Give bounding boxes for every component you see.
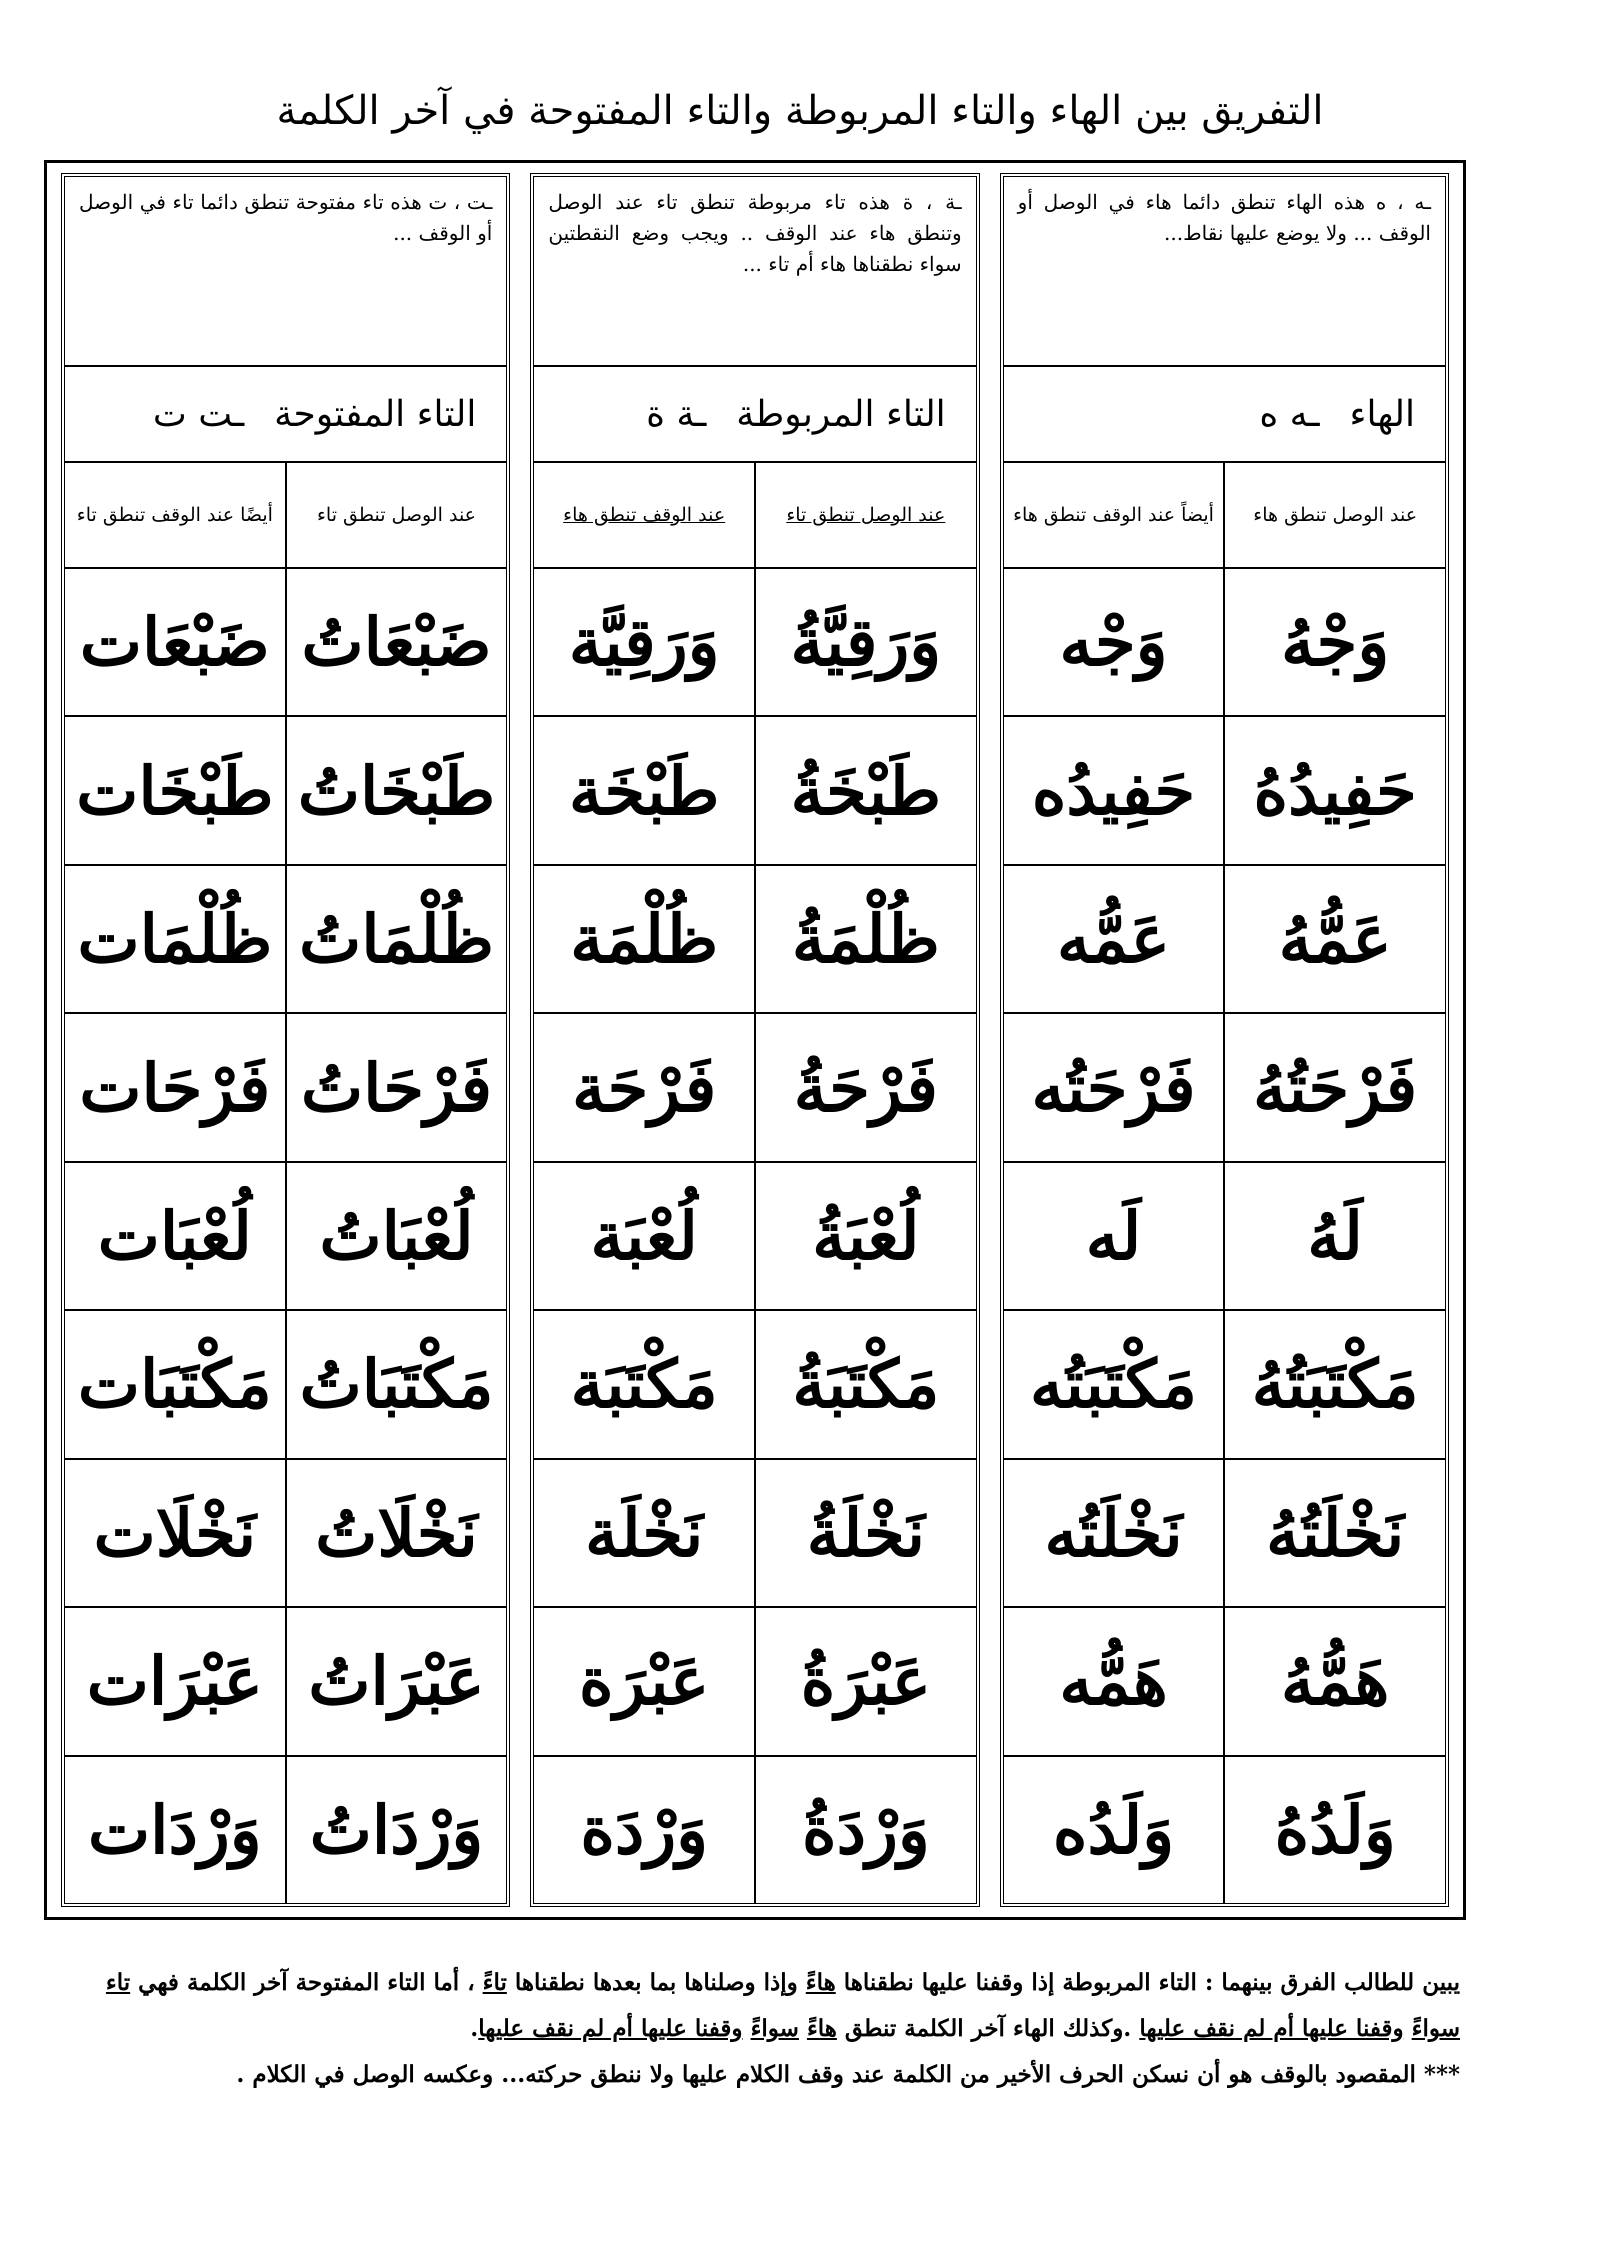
word-row — [1004, 1163, 1445, 1311]
word-row — [1004, 717, 1445, 865]
sub-header-wasl: عند الوصل تنطق تاء — [316, 503, 477, 526]
word-waqf: وَجْه — [1004, 569, 1226, 715]
word-waqf: فَرْحَتُه — [1004, 1014, 1226, 1160]
word-wasl: لُعْبَةُ — [812, 1196, 920, 1275]
word-waqf: نَخْلَات — [65, 1460, 287, 1606]
word-waqf: مَكْتَبَة — [534, 1311, 756, 1457]
word-wasl: عَمُّهُ — [1278, 900, 1392, 979]
word-waqf: فَرْحَة — [534, 1014, 756, 1160]
column-taa-marbuta — [530, 173, 979, 1907]
word-row — [65, 1014, 506, 1162]
letter-forms: ـت ت — [152, 393, 245, 435]
word-waqf: لُعْبَات — [65, 1163, 287, 1309]
word-wasl: نَخْلَاتُ — [315, 1493, 478, 1572]
word-wasl: هَمُّهُ — [1280, 1642, 1390, 1721]
word-wasl: فَرْحَاتُ — [301, 1048, 493, 1127]
column-description: ـه ، ه هذه الهاء تنطق دائما هاء في الوصل أو الوقف ... ولا يوضع عليها نقاط... — [1004, 177, 1445, 367]
word-row — [534, 1757, 975, 1903]
word-wasl: وَجْهُ — [1281, 603, 1390, 682]
word-row — [65, 1460, 506, 1608]
word-waqf: طَبْخَات — [65, 717, 287, 863]
sub-header — [534, 463, 975, 569]
word-row — [1004, 866, 1445, 1014]
word-row — [534, 1163, 975, 1311]
word-wasl: وَرْدَةُ — [801, 1790, 930, 1869]
letter-forms: ـه ه — [1259, 393, 1320, 435]
word-waqf: مَكْتَبَتُه — [1004, 1311, 1226, 1457]
note-paragraph: يبين للطالب الفرق بينهما : التاء المربوطة إذا وقفنا عليها نطقناها هاءً وإذا وصلناها بما بعدها نطقناها تاءً ، أما التاء المفتوحة آخر الكلمة فهي تاء سواءً وقفنا عليها أم لم نقف عليها .وكذلك الهاء آخر الكلمة تنطق هاءً سواءً وقفنا عليها أم لم نقف عليها. — [105, 1969, 1460, 2042]
word-wasl: لُعْبَاتُ — [319, 1196, 474, 1275]
word-wasl: مَكْتَبَاتُ — [299, 1345, 494, 1424]
word-wasl: فَرْحَةُ — [793, 1048, 938, 1127]
word-row — [534, 1608, 975, 1756]
word-wasl: ظُلْمَاتُ — [299, 900, 494, 979]
word-wasl: وَرَقِيَّةُ — [790, 603, 942, 682]
word-row — [65, 1311, 506, 1459]
word-row — [534, 1311, 975, 1459]
word-row — [1004, 569, 1445, 717]
word-waqf: لُعْبَة — [534, 1163, 756, 1309]
page-title: التفريق بين الهاء والتاء المربوطة والتاء المفتوحة في آخر الكلمة — [276, 88, 1324, 134]
word-wasl: مَكْتَبَةُ — [792, 1345, 940, 1424]
word-row — [1004, 1460, 1445, 1608]
sub-header — [65, 463, 506, 569]
word-wasl: حَفِيدُهُ — [1253, 751, 1417, 830]
word-waqf: ضَبْعَات — [65, 569, 287, 715]
word-waqf: نَخْلَتُه — [1004, 1460, 1226, 1606]
column-description: ـت ، ت هذه تاء مفتوحة تنطق دائما تاء في الوصل أو الوقف ... — [65, 177, 506, 367]
column-haa — [1000, 173, 1449, 1907]
word-waqf: وَلَدُه — [1004, 1757, 1226, 1903]
word-waqf: لَه — [1004, 1163, 1226, 1309]
column-taa-maftuha — [61, 173, 510, 1907]
word-waqf: وَرْدَات — [65, 1757, 287, 1903]
word-row — [65, 569, 506, 717]
word-wasl: نَخْلَتُهُ — [1266, 1493, 1405, 1572]
word-waqf: هَمُّه — [1004, 1608, 1226, 1754]
column-title — [65, 367, 506, 463]
sub-header-waqf: أيضًا عند الوقف تنطق تاء — [65, 463, 287, 567]
word-waqf: فَرْحَات — [65, 1014, 287, 1160]
word-row — [534, 569, 975, 717]
word-row — [65, 1757, 506, 1903]
word-wasl: طَبْخَةُ — [790, 751, 942, 830]
word-row — [534, 1014, 975, 1162]
word-wasl: عَبْرَةُ — [800, 1642, 931, 1721]
column-title-text: التاء المربوطة — [736, 393, 946, 435]
word-wasl: عَبْرَاتُ — [308, 1642, 485, 1721]
sub-header-waqf: أيضاً عند الوقف تنطق هاء — [1004, 463, 1226, 567]
word-row — [534, 717, 975, 865]
word-row — [1004, 1608, 1445, 1756]
word-row — [534, 866, 975, 1014]
comparison-table — [44, 160, 1466, 1920]
word-row — [65, 1163, 506, 1311]
word-wasl: ظُلْمَةُ — [791, 900, 940, 979]
column-title — [534, 367, 975, 463]
sub-header-wasl: عند الوصل تنطق هاء — [1253, 503, 1418, 526]
word-waqf: مَكْتَبَات — [65, 1311, 287, 1457]
explanation-notes — [80, 1960, 1460, 2098]
word-waqf: وَرْدَة — [534, 1757, 756, 1903]
word-wasl: وَرْدَاتُ — [309, 1790, 484, 1869]
word-waqf: عَمُّه — [1004, 866, 1226, 1012]
word-wasl: لَهُ — [1307, 1196, 1363, 1275]
word-wasl: طَبْخَاتُ — [297, 751, 496, 830]
word-row — [1004, 1014, 1445, 1162]
word-row — [65, 866, 506, 1014]
letter-forms: ـة ة — [646, 393, 707, 435]
word-waqf: عَبْرَات — [65, 1608, 287, 1754]
word-wasl: مَكْتَبَتُهُ — [1251, 1345, 1419, 1424]
sub-header — [1004, 463, 1445, 569]
word-waqf: حَفِيدُه — [1004, 717, 1226, 863]
column-description: ـة ، ة هذه تاء مربوطة تنطق تاء عند الوصل وتنطق هاء عند الوقف .. ويجب وضع النقطتين سواء نطقناها هاء أم تاء ... — [534, 177, 975, 367]
word-row — [65, 1608, 506, 1756]
word-wasl: نَخْلَةُ — [806, 1493, 925, 1572]
word-waqf: طَبْخَة — [534, 717, 756, 863]
word-waqf: عَبْرَة — [534, 1608, 756, 1754]
word-row — [1004, 1757, 1445, 1903]
word-waqf: ظُلْمَات — [65, 866, 287, 1012]
word-waqf: نَخْلَة — [534, 1460, 756, 1606]
footnote: *** المقصود بالوقف هو أن نسكن الحرف الأخير من الكلمة عند وقف الكلام عليها ولا ننطق حركته... وعكسه الوصل في الكلام . — [236, 2061, 1460, 2088]
word-row — [1004, 1311, 1445, 1459]
word-row — [534, 1460, 975, 1608]
word-row — [65, 717, 506, 865]
word-waqf: ظُلْمَة — [534, 866, 756, 1012]
column-title-text: الهاء — [1349, 393, 1415, 435]
column-title — [1004, 367, 1445, 463]
word-wasl: ضَبْعَاتُ — [301, 603, 492, 682]
column-title-text: التاء المفتوحة — [274, 393, 477, 435]
word-wasl: وَلَدُهُ — [1274, 1790, 1396, 1869]
word-wasl: فَرْحَتُهُ — [1253, 1048, 1418, 1127]
sub-header-waqf: عند الوقف تنطق هاء — [534, 463, 756, 567]
sub-header-wasl: عند الوصل تنطق تاء — [786, 503, 946, 526]
word-waqf: وَرَقِيَّة — [534, 569, 756, 715]
